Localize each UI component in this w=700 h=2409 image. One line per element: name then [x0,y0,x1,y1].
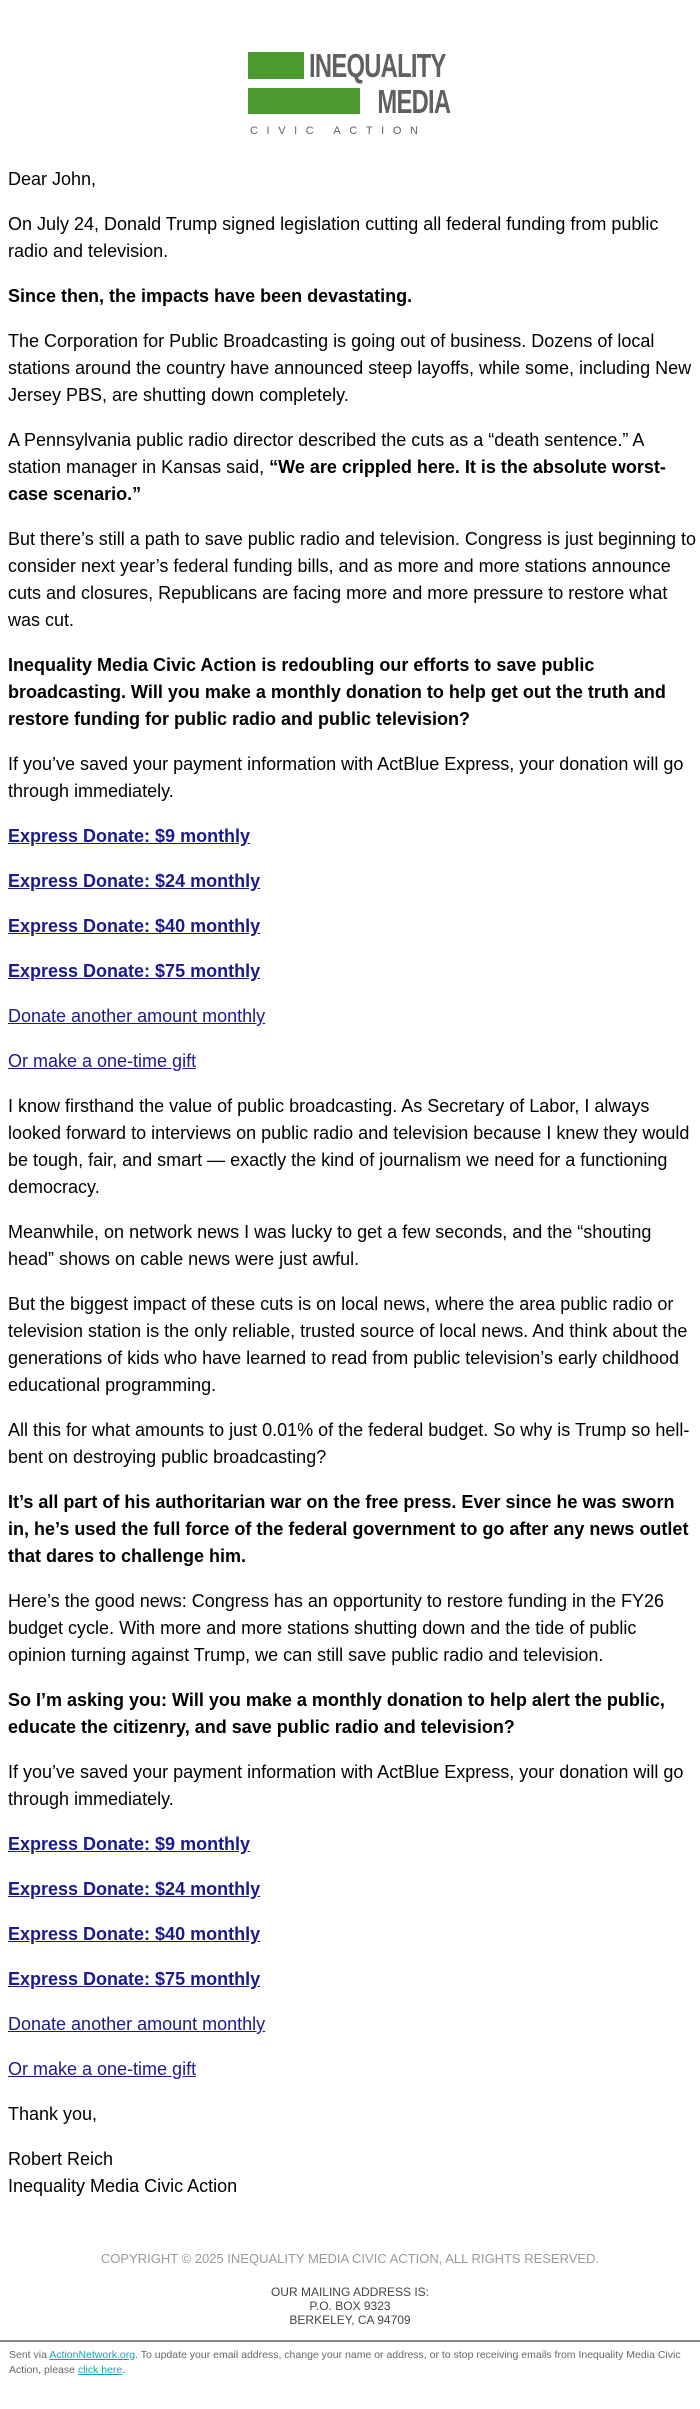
footer-unsubscribe-text [9,2348,689,2378]
signature-org: Inequality Media Civic Action [8,2176,238,2196]
paragraph-actblue-note-1: If you’ve saved your payment information with ActBlue Express, your donation will go through immediately. [8,754,684,801]
logo-tagline: CIVIC ACTION [250,125,427,137]
paragraph-path-to-save: But there’s still a path to save public radio and television. Congress is just beginning to consider next year’s federal funding bills, and as more and more stations announce cuts and closures, Republicans are facing more and more pressure to restore what was cut. [8,529,697,630]
logo-green-bar-top [248,52,304,79]
signature-name: Robert Reich [8,2149,114,2169]
actionnetwork-link[interactable]: ActionNetwork.org [49,2349,136,2361]
paragraph-budget: All this for what amounts to just 0.01% of the federal budget. So why is Trump so hell-bent on destroying public broadcasting? [8,1420,690,1467]
address-line-2: BERKELEY, CA 94709 [289,2313,411,2327]
email-body [8,166,698,2200]
paragraph-good-news: Here’s the good news: Congress has an opportunity to restore funding in the FY26 budget cycle. With more and more stations shutting down and the tide of public opinion turning against Trump, we can still save public radio and television. [8,1591,665,1665]
copyright-notice: COPYRIGHT © 2025 INEQUALITY MEDIA CIVIC ACTION, ALL RIGHTS RESERVED. [100,2251,600,2266]
signature [8,2146,698,2200]
express-donate-40-link-2[interactable]: Express Donate: $40 monthly [8,1924,261,1944]
one-time-gift-link[interactable]: Or make a one-time gift [8,1051,197,1071]
express-donate-75-link-2[interactable]: Express Donate: $75 monthly [8,1969,261,1989]
greeting: Dear John, [8,169,97,189]
express-donate-40-link[interactable]: Express Donate: $40 monthly [8,916,261,936]
paragraph-quote [8,427,698,508]
paragraph-local-news: But the biggest impact of these cuts is on local news, where the area public radio or television station is the only reliable, trusted source of local news. And think about the generations of kids who have learned to read from public television’s early childhood educational programming. [8,1294,688,1395]
paragraph-firsthand: I know firsthand the value of public broadcasting. As Secretary of Labor, I always looked forward to interviews on public radio and television because I knew they would be tough, fair, and smart — exactly the kind of journalism we need for a functioning democracy. [8,1096,690,1197]
address-line-1: P.O. BOX 9323 [309,2299,391,2313]
address-label: OUR MAILING ADDRESS IS: [270,2285,430,2299]
inequality-media-logo [248,47,452,138]
express-donate-9-link[interactable]: Express Donate: $9 monthly [8,826,251,846]
paragraph-cpb: The Corporation for Public Broadcasting is going out of business. Dozens of local stations around the country have announced steep layoffs, while some, including New Jersey PBS, are shutting down completely. [8,331,692,405]
express-donate-9-link-2[interactable]: Express Donate: $9 monthly [8,1834,251,1854]
paragraph-network-news: Meanwhile, on network news I was lucky to get a few seconds, and the “shouting head” shows on cable news were just awful. [8,1222,652,1269]
donate-other-amount-link-2[interactable]: Donate another amount monthly [8,2014,266,2034]
unsubscribe-text: . To update your email address, change your name or address, or to stop receiving emails from Inequality Media Civic Action, please [9,2349,681,2376]
logo-green-bar-bottom [248,88,360,114]
paragraph-impacts: Since then, the impacts have been devastating. [8,286,413,306]
donate-other-amount-link[interactable]: Donate another amount monthly [8,1006,266,1026]
paragraph-ask-2: So I’m asking you: Will you make a monthly donation to help alert the public, educate the citizenry, and save public radio and television? [8,1690,665,1737]
sent-via-label: Sent via [9,2349,50,2361]
closing: Thank you, [8,2104,98,2124]
paragraph-ask-1: Inequality Media Civic Action is redoubling our efforts to save public broadcasting. Will you make a monthly donation to help get out the truth and restore funding for public radio and public television? [8,655,666,729]
logo-word-inequality: INEQUALITY [309,47,446,84]
paragraph-actblue-note-2: If you’ve saved your payment information with ActBlue Express, your donation will go through immediately. [8,1762,684,1809]
mailing-address [0,2285,700,2327]
click-here-unsubscribe-link[interactable]: click here [77,2364,123,2376]
paragraph-war-on-press: It’s all part of his authoritarian war on the free press. Ever since he was sworn in, he’s used the full force of the federal government to go after any news outlet that dares to challenge him. [8,1492,689,1566]
logo-word-media: MEDIA [377,83,450,120]
paragraph-trump-signed: On July 24, Donald Trump signed legislation cutting all federal funding from public radio and television. [8,214,659,261]
footer-divider [0,2340,700,2342]
quote-lead: A Pennsylvania public radio director described the cuts as a “death sentence.” A station manager in Kansas said, [8,430,644,477]
express-donate-75-link[interactable]: Express Donate: $75 monthly [8,961,261,981]
express-donate-24-link[interactable]: Express Donate: $24 monthly [8,871,261,891]
kansas-quote: “We are crippled here. It is the absolute worst-case scenario.” [8,457,666,504]
express-donate-24-link-2[interactable]: Express Donate: $24 monthly [8,1879,261,1899]
unsubscribe-suffix: . [122,2364,126,2376]
one-time-gift-link-2[interactable]: Or make a one-time gift [8,2059,197,2079]
